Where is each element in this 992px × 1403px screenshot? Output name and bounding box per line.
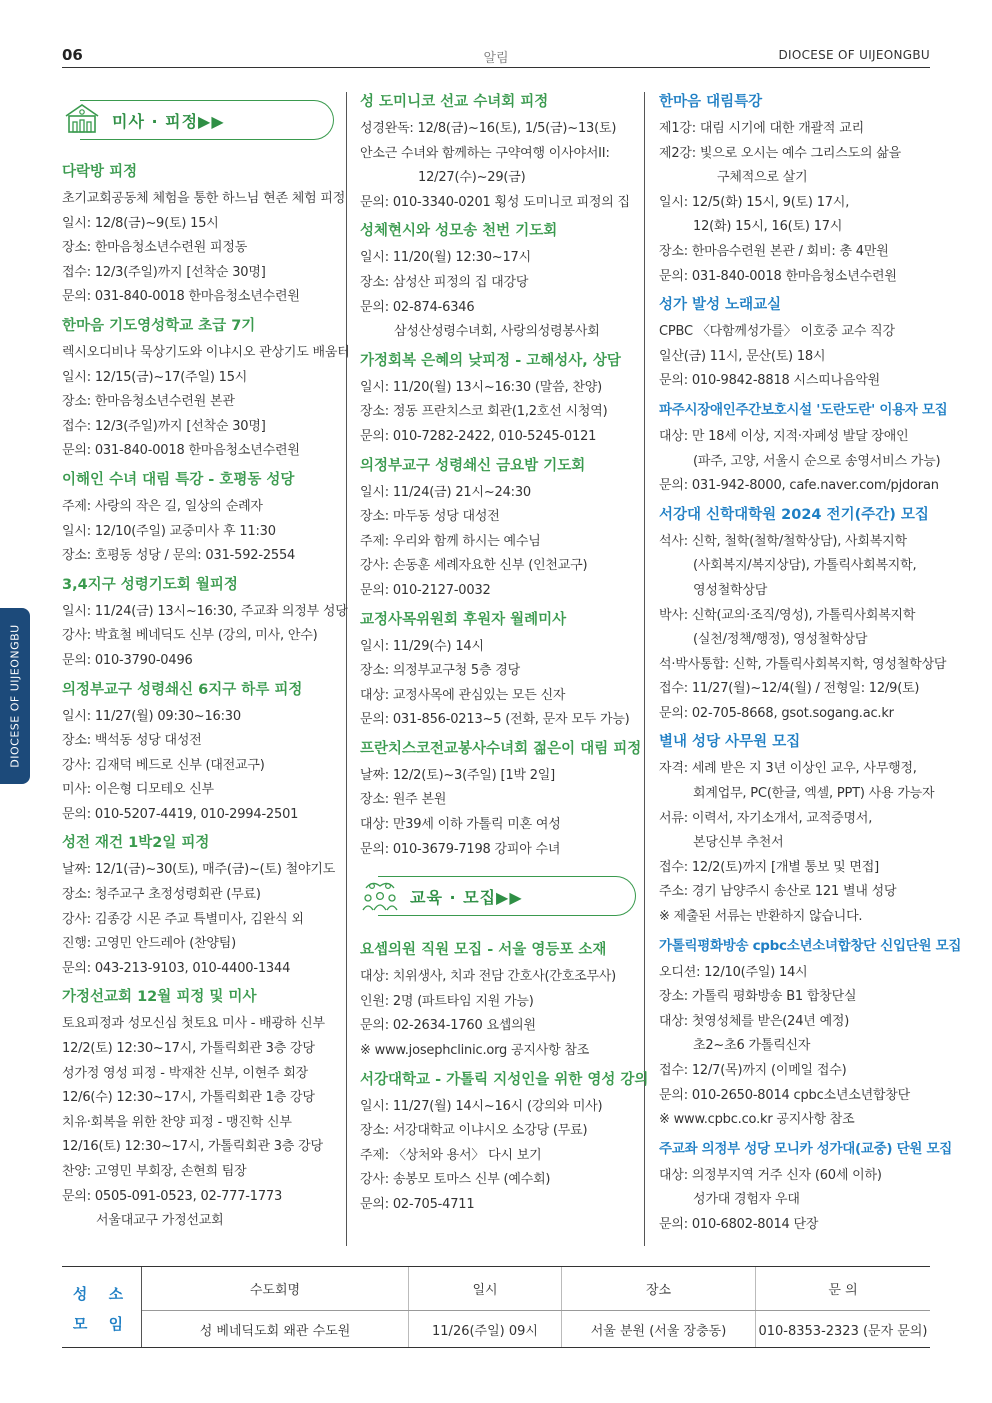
notice-title: 서강대학교 - 가톨릭 지성인을 위한 영성 강의 bbox=[360, 1071, 649, 1088]
notice-title: 다락방 피정 bbox=[62, 164, 138, 180]
notice-line: (실천/정책/행정), 영성철학상담 bbox=[693, 632, 868, 648]
notice-line: 일시: 12/5(화) 15시, 9(토) 17시, bbox=[659, 194, 850, 210]
notice-line: 렉시오디비나 묵상기도와 이냐시오 관상기도 배움터 bbox=[62, 344, 350, 360]
notice-line: ※ www.cpbc.co.kr 공지사항 참조 bbox=[659, 1112, 855, 1128]
publication-name: DIOCESE OF UIJEONGBU bbox=[778, 48, 930, 62]
notice-line: 문의: 010-9842-8818 시스띠나음악원 bbox=[659, 373, 881, 389]
notice-line: 인원: 2명 (파트타임 지원 가능) bbox=[360, 993, 534, 1009]
notice-line: 찬양: 고영민 부회장, 손현희 팀장 bbox=[62, 1164, 247, 1179]
notice-line: 장소: 원주 본원 bbox=[360, 792, 447, 808]
notice-line: 대상: 만39세 이하 가톨릭 미혼 여성 bbox=[360, 817, 561, 833]
notice-line: 접수: 11/27(월)~12/4(월) / 전형일: 12/9(토) bbox=[659, 681, 920, 697]
notice-line: 치유·회복을 위한 찬양 피정 - 맹진학 신부 bbox=[62, 1114, 292, 1130]
notice-line: 장소: 한마음청소년수련원 피정동 bbox=[62, 240, 248, 256]
notice-line: 장소: 서강대학교 이냐시오 소강당 (무료) bbox=[360, 1123, 588, 1139]
notice-line: 문의: 010-2127-0032 bbox=[360, 582, 491, 598]
notice-line: 강사: 손동훈 세례자요한 신부 (인천교구) bbox=[360, 558, 588, 574]
notice-item bbox=[659, 505, 947, 727]
column-3 bbox=[659, 92, 962, 1244]
notice-line: 일시: 11/29(수) 14시 bbox=[360, 638, 484, 654]
notice-line: 12(화) 15시, 16(토) 17시 bbox=[693, 219, 843, 235]
notice-line: 주제: 사랑의 작은 길, 일상의 순례자 bbox=[62, 498, 263, 514]
notice-title: 교정사목위원회 후원자 월례미사 bbox=[360, 611, 567, 628]
notice-line: 본당신부 추천서 bbox=[693, 835, 784, 851]
notice-item bbox=[360, 456, 636, 604]
notice-line: 성가정 영성 피정 - 박재찬 신부, 이현주 회장 bbox=[62, 1065, 309, 1081]
notice-line: 토요피정과 성모신심 첫토요 미사 - 배광하 신부 bbox=[62, 1016, 325, 1032]
notice-item bbox=[360, 610, 636, 733]
notice-line: 문의: 010-3679-7198 강피아 수녀 bbox=[360, 841, 561, 857]
notice-item bbox=[62, 470, 334, 569]
column-2 bbox=[360, 92, 649, 1224]
notice-line: 문의: 031-856-0213~5 (전화, 문자 모두 가능) bbox=[360, 712, 630, 728]
notice-title: 한마음 대림특강 bbox=[659, 94, 763, 110]
notice-item bbox=[360, 221, 636, 344]
table-header-cell: 문 의 bbox=[828, 1283, 858, 1298]
notice-line: 날짜: 12/1(금)~30(토), 매주(금)~(토) 철야기도 bbox=[62, 862, 336, 878]
notice-line: 삼성산성령수녀회, 사랑의성령봉사회 bbox=[394, 324, 600, 340]
page-header bbox=[62, 44, 930, 68]
notice-title: 의정부교구 성령쇄신 6지구 하루 피정 bbox=[62, 681, 303, 698]
notice-line: 석사: 신학, 철학(철학/철학상담), 사회복지학 bbox=[659, 533, 907, 549]
notice-line: 장소: 한마음청소년수련원 본관 bbox=[62, 394, 235, 410]
page-number: 06 bbox=[62, 46, 83, 64]
notice-title: 한마음 기도영성학교 초급 7기 bbox=[62, 317, 256, 334]
table-cell: 11/26(주일) 09시 bbox=[409, 1311, 562, 1347]
notice-line: 문의: 010-7282-2422, 010-5245-0121 bbox=[360, 428, 597, 444]
notice-item bbox=[62, 162, 346, 310]
notice-title: 가정회복 은혜의 낮피정 - 고해성사, 상담 bbox=[360, 352, 621, 369]
notice-line: ※ www.josephclinic.org 공지사항 참조 bbox=[360, 1043, 590, 1059]
notice-line: 문의: 02-874-6346 bbox=[360, 299, 475, 315]
notice-title: 요셉의원 직원 모집 - 서울 영등포 소재 bbox=[360, 942, 607, 959]
notice-line: 성가대 경험자 우대 bbox=[693, 1192, 800, 1208]
table-label-line-2: 모 임 bbox=[72, 1315, 132, 1333]
table-cell: 010-8353-2323 (문자 문의) bbox=[758, 1323, 928, 1339]
notice-line: 구체적으로 살기 bbox=[717, 170, 808, 186]
notice-line: 장소: 한마음수련원 본관 / 회비: 총 4만원 bbox=[659, 243, 889, 259]
notice-line: 회계업무, PC(한글, 엑셀, PPT) 사용 가능자 bbox=[693, 786, 935, 802]
vocation-meeting-table bbox=[62, 1266, 930, 1348]
column-divider bbox=[346, 92, 347, 1246]
notice-list bbox=[360, 92, 642, 862]
notice-title: 성가 발성 노래교실 bbox=[659, 297, 782, 314]
notice-line: 주제: 우리와 함께 하시는 예수님 bbox=[360, 533, 541, 549]
notice-line: 자격: 세례 받은 지 3년 이상인 교우, 사무행정, bbox=[659, 761, 917, 777]
notice-title: 이해인 수녀 대림 특강 - 호평동 성당 bbox=[62, 471, 295, 488]
people-group-icon bbox=[360, 876, 400, 916]
notice-line: 12/27(수)~29(금) bbox=[418, 170, 526, 186]
notice-line: 강사: 김재덕 베드로 신부 (대전교구) bbox=[62, 757, 265, 773]
notice-line: 일시: 12/8(금)~9(토) 15시 bbox=[62, 215, 219, 231]
table-header-row bbox=[142, 1267, 930, 1311]
notice-line: 미사: 이은형 디모테오 신부 bbox=[62, 782, 214, 798]
notice-item bbox=[62, 833, 334, 981]
notice-line: 강사: 박효철 베네딕도 신부 (강의, 미사, 안수) bbox=[62, 628, 318, 644]
notice-item bbox=[659, 295, 935, 394]
notice-line: (파주, 고양, 서울시 순으로 송영서비스 가능) bbox=[693, 453, 941, 469]
notice-line: 문의: 031-840-0018 한마음청소년수련원 bbox=[62, 289, 300, 305]
notice-title: 성전 재건 1박2일 피정 bbox=[62, 835, 210, 852]
notice-line: 박사: 신학(교의·조직/영성), 가톨릭사회복지학 bbox=[659, 607, 916, 623]
notice-item bbox=[62, 987, 334, 1233]
notice-line: 일시: 11/27(월) 09:30~16:30 bbox=[62, 708, 241, 724]
notice-line: 문의: 031-840-0018 한마음청소년수련원 bbox=[659, 268, 897, 284]
table-header-cell: 수도회명 bbox=[142, 1267, 409, 1310]
notice-item bbox=[659, 92, 935, 289]
notice-line: 문의: 02-705-4711 bbox=[360, 1197, 475, 1212]
notice-line: 일산(금) 11시, 문산(토) 18시 bbox=[659, 348, 826, 364]
notice-line: 12/2(토) 12:30~17시, 가톨릭회관 3층 강당 bbox=[62, 1041, 315, 1057]
notice-line: 성경완독: 12/8(금)~16(토), 1/5(금)~13(토) bbox=[360, 121, 617, 136]
notice-line: 문의: 031-942-8000, cafe.naver.com/pjdoran bbox=[659, 478, 939, 494]
notice-title: 가정선교회 12월 피정 및 미사 bbox=[62, 989, 257, 1006]
notice-line: 일시: 11/24(금) 13시~16:30, 주교좌 의정부 성당 bbox=[62, 603, 348, 619]
notice-list bbox=[360, 940, 649, 1217]
notice-line: 장소: 정동 프란치스코 회관(1,2호선 시청역) bbox=[360, 404, 608, 420]
notice-line: 문의: 010-6802-8014 단장 bbox=[659, 1216, 819, 1232]
church-house-icon bbox=[62, 100, 102, 140]
notice-line: 장소: 삼성산 피정의 집 대강당 bbox=[360, 274, 529, 290]
table-cell: 성 베네딕도회 왜관 수도원 bbox=[142, 1311, 409, 1347]
notice-title: 서강대 신학대학원 2024 전기(주간) 모집 bbox=[659, 506, 929, 523]
column-1 bbox=[62, 92, 350, 1240]
notice-line: 문의: 010-5207-4419, 010-2994-2501 bbox=[62, 806, 299, 822]
notice-item bbox=[659, 1139, 952, 1238]
notice-line: ※ 제출된 서류는 반환하지 않습니다. bbox=[659, 909, 863, 925]
notice-title: 성 도미니코 선교 수녀회 피정 bbox=[360, 94, 549, 110]
notice-line: 문의: 02-2634-1760 요셉의원 bbox=[360, 1018, 536, 1034]
notice-line: 장소: 청주교구 초정성령회관 (무료) bbox=[62, 887, 261, 903]
section-header-education bbox=[360, 876, 636, 916]
section-header-mass bbox=[62, 100, 334, 140]
notice-line: 일시: 12/15(금)~17(주일) 15시 bbox=[62, 369, 248, 385]
notice-line: 서류: 이력서, 자기소개서, 교적증명서, bbox=[659, 810, 873, 826]
notice-line: 장소: 마두동 성당 대성전 bbox=[360, 509, 500, 525]
notice-line: 제2강: 빛으로 오시는 예수 그리스도의 삶을 bbox=[659, 145, 901, 161]
notice-line: 초기교회공동체 체험을 통한 하느님 현존 체험 피정 bbox=[62, 191, 346, 206]
side-tab-label: DIOCESE OF UIJEONGBU bbox=[8, 624, 22, 768]
notice-line: 영성철학상담 bbox=[693, 582, 768, 598]
notice-item bbox=[360, 1070, 649, 1218]
notice-line: 일시: 11/27(월) 14시~16시 (강의와 미사) bbox=[360, 1098, 603, 1114]
notice-line: 장소: 의정부교구청 5층 경당 bbox=[360, 663, 520, 679]
notice-line: 문의: 043-213-9103, 010-4400-1344 bbox=[62, 960, 291, 976]
section-title-education: 교육 · 모집▶▶ bbox=[410, 888, 523, 908]
notice-title: 주교좌 의정부 성당 모니카 성가대(교중) 단원 모집 bbox=[659, 1140, 952, 1157]
notice-line: 접수: 12/3(주일)까지 [선착순 30명] bbox=[62, 418, 266, 434]
notice-list bbox=[659, 92, 962, 1238]
notice-line: 주제: 〈상처와 용서〉 다시 보기 bbox=[360, 1147, 542, 1163]
notice-title: 의정부교구 성령쇄신 금요밤 기도회 bbox=[360, 457, 586, 474]
notice-line: 대상: 치위생사, 치과 전담 간호사(간호조무사) bbox=[360, 969, 617, 985]
notice-line: 접수: 12/3(주일)까지 [선착순 30명] bbox=[62, 264, 266, 280]
table-header-cell: 일시 bbox=[409, 1267, 562, 1310]
notice-line: 문의: 010-2650-8014 cpbc소년소년합창단 bbox=[659, 1087, 911, 1103]
notice-item bbox=[659, 936, 962, 1133]
notice-line: 접수: 12/7(목)까지 (이메일 접수) bbox=[659, 1063, 847, 1078]
notice-line: 서울대교구 가정선교회 bbox=[96, 1213, 224, 1229]
notice-item bbox=[360, 351, 636, 450]
notice-item bbox=[360, 940, 636, 1063]
notice-line: 대상: 첫영성체를 받은(24년 예정) bbox=[659, 1013, 850, 1029]
section-label: 알림 bbox=[483, 51, 509, 66]
notice-line: 주소: 경기 남양주시 송산로 121 별내 성당 bbox=[659, 884, 897, 900]
notice-line: 장소: 가톨릭 평화방송 B1 합창단실 bbox=[659, 989, 857, 1005]
notice-line: 대상: 만 18세 이상, 지적·자폐성 발달 장애인 bbox=[659, 428, 909, 444]
notice-line: 강사: 김종강 시몬 주교 특별미사, 김완식 외 bbox=[62, 911, 304, 927]
notice-title: 파주시장애인주간보호시설 '도란도란' 이용자 모집 bbox=[659, 401, 948, 418]
notice-line: 안소근 수녀와 함께하는 구약여행 이사야서II: bbox=[360, 145, 610, 161]
notice-line: 문의: 02-705-8668, gsot.sogang.ac.kr bbox=[659, 705, 894, 721]
notice-line: 날짜: 12/2(토)~3(주일) [1박 2일] bbox=[360, 767, 556, 783]
notice-line: 12/16(토) 12:30~17시, 가톨릭회관 3층 강당 bbox=[62, 1139, 323, 1155]
notice-line: 12/6(수) 12:30~17시, 가톨릭회관 1층 강당 bbox=[62, 1090, 315, 1106]
notice-line: 일시: 11/24(금) 21시~24:30 bbox=[360, 484, 531, 500]
notice-item bbox=[659, 400, 948, 499]
notice-line: 일시: 11/20(월) 12:30~17시 bbox=[360, 250, 531, 266]
notice-item bbox=[360, 739, 642, 862]
notice-title: 프란치스코전교봉사수녀회 젊은이 대림 피정 bbox=[360, 740, 642, 757]
notice-line: 문의: 010-3340-0201 횡성 도미니코 피정의 집 bbox=[360, 194, 630, 210]
section-title-mass: 미사 · 피정▶▶ bbox=[112, 112, 225, 131]
notice-line: 제1강: 대림 시기에 대한 개괄적 교리 bbox=[659, 121, 864, 136]
notice-line: 대상: 교정사목에 관심있는 모든 신자 bbox=[360, 687, 566, 703]
notice-title: 3,4지구 성령기도회 월피정 bbox=[62, 576, 238, 593]
notice-item bbox=[62, 575, 348, 674]
notice-title: 가톨릭평화방송 cpbc소년소녀합창단 신입단원 모집 bbox=[659, 937, 962, 954]
notice-line: 문의: 031-840-0018 한마음청소년수련원 bbox=[62, 443, 300, 459]
notice-line: 초2~초6 가톨릭신자 bbox=[693, 1038, 811, 1054]
notice-line: 석·박사통합: 신학, 가톨릭사회복지학, 영성철학상담 bbox=[659, 656, 947, 672]
notice-item bbox=[360, 92, 636, 215]
notice-line: 강사: 송봉모 토마스 신부 (예수회) bbox=[360, 1172, 551, 1188]
table-header-cell: 장소 bbox=[562, 1267, 756, 1310]
notice-line: (사회복지/복지상담), 가톨릭사회복지학, bbox=[693, 558, 917, 574]
notice-line: 일시: 11/20(월) 13시~16:30 (말씀, 찬양) bbox=[360, 379, 602, 395]
table-cell: 서울 분원 (서울 장충동) bbox=[562, 1311, 756, 1347]
notice-line: 장소: 호평동 성당 / 문의: 031-592-2554 bbox=[62, 548, 296, 564]
notice-title: 별내 성당 사무원 모집 bbox=[659, 734, 801, 751]
notice-line: 진행: 고영민 안드레아 (찬양팀) bbox=[62, 936, 237, 952]
notice-item bbox=[62, 316, 350, 464]
table-label bbox=[62, 1267, 142, 1347]
notice-title: 성체현시와 성모송 천번 기도회 bbox=[360, 223, 558, 240]
notice-line: 일시: 12/10(주일) 교중미사 후 11:30 bbox=[62, 523, 276, 539]
side-tab bbox=[0, 608, 30, 784]
notice-line: 접수: 12/2(토)까지 [개별 통보 및 면접] bbox=[659, 859, 880, 875]
notice-line: 오디션: 12/10(주일) 14시 bbox=[659, 964, 808, 980]
notice-line: CPBC 〈다함께성가를〉 이호중 교수 직강 bbox=[659, 324, 895, 340]
table-label-line-1: 성 소 bbox=[72, 1285, 132, 1303]
table-row bbox=[142, 1311, 930, 1347]
notice-line: 장소: 백석동 성당 대성전 bbox=[62, 733, 202, 749]
notice-line: 문의: 010-3790-0496 bbox=[62, 652, 193, 668]
notice-line: 대상: 의정부지역 거주 신자 (60세 이하) bbox=[659, 1167, 882, 1183]
notice-line: 문의: 0505-091-0523, 02-777-1773 bbox=[62, 1188, 283, 1204]
notice-item bbox=[62, 680, 334, 828]
notice-item bbox=[659, 732, 935, 929]
notice-list bbox=[62, 162, 350, 1234]
